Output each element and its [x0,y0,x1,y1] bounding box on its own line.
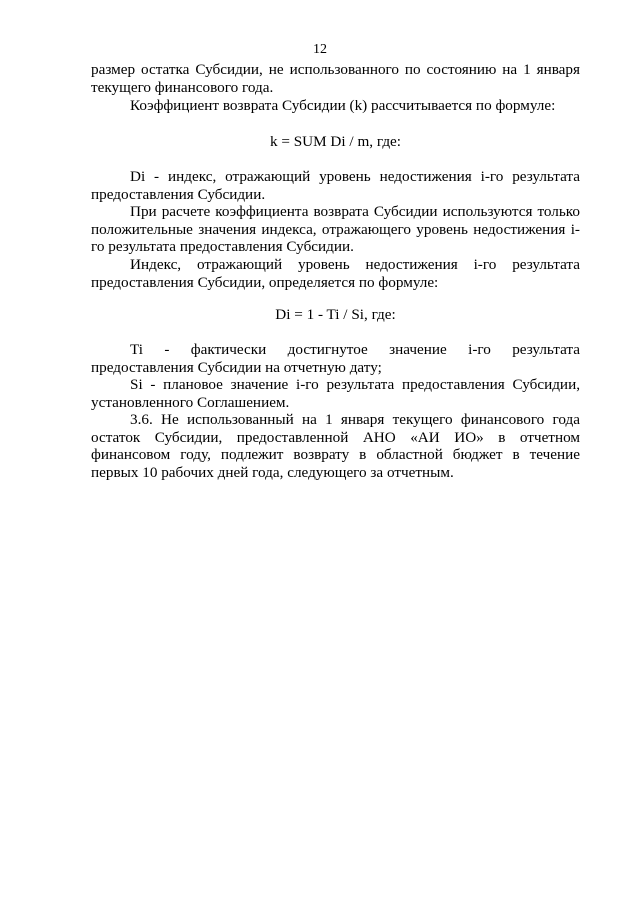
paragraph-remainder-size [91,61,580,96]
formula-text: Di = 1 - Ti / Si, где: [275,306,396,323]
paragraph-text: Ti - фактически достигнутое значение i-го результата предоставления Субсидии на отчетную дату; [91,341,580,376]
paragraph-text: Di - индекс, отражающий уровень недостижения i-го результата предоставления Субсидии. [91,168,580,203]
paragraph-si-definition [91,376,580,411]
paragraph-text: размер остатка Субсидии, не использованного по состоянию на 1 января текущего финансового года. [91,61,580,96]
paragraph-text: Коэффициент возврата Субсидии (k) рассчитывается по формуле: [130,97,556,114]
paragraph-positive-values [91,203,580,256]
formula-k [91,133,580,151]
paragraph-section-3-6 [91,411,580,481]
paragraph-text: Индекс, отражающий уровень недостижения i-го результата предоставления Субсидии, определяется по формуле: [91,256,580,291]
page-number: 12 [313,42,327,57]
paragraph-text: Si - плановое значение i-го результата предоставления Субсидии, установленного Соглашением. [91,376,580,411]
paragraph-return-coefficient-intro [91,97,580,115]
paragraph-ti-definition [91,341,580,376]
paragraph-di-definition [91,168,580,203]
formula-di [91,306,580,324]
paragraph-text: 3.6. Не использованный на 1 января текущего финансового года остаток Субсидии, предоставленной АНО «АИ ИО» в отчетном финансовом году, подлежит возврату в областной бюджет в течение первых 10 рабочих дней года, следующего за отчетным. [91,411,580,481]
formula-text: k = SUM Di / m, где: [269,133,402,150]
paragraph-index-formula-intro [91,256,580,291]
paragraph-text: При расчете коэффициента возврата Субсидии используются только положительные значения индекса, отражающего уровень недостижения i-го результата предоставления Субсидии. [91,203,580,256]
